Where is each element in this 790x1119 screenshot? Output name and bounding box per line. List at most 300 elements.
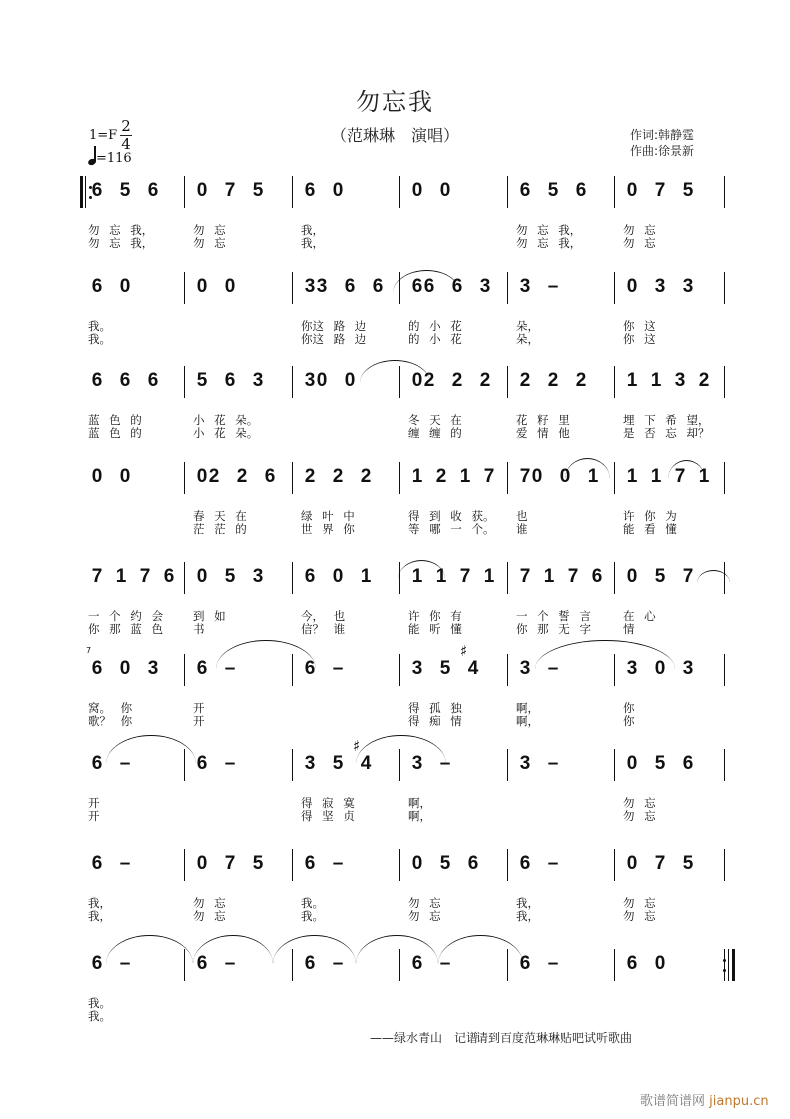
bar-line: [614, 562, 615, 594]
lyric-verse-2: 我。: [88, 1009, 111, 1023]
bar-line: [507, 749, 508, 781]
bar-line: [614, 366, 615, 398]
note: 3: [654, 276, 666, 297]
note: 3: [411, 658, 423, 679]
bar-line: [292, 749, 293, 781]
note: 1: [360, 566, 372, 587]
note: 1: [435, 566, 447, 587]
lyric-verse-1: 蓝 色 的: [88, 413, 142, 427]
lyric-verse-2: 爱 情 他: [516, 426, 570, 440]
lyric-verse-2: 谁: [516, 522, 528, 536]
note: 3: [626, 658, 638, 679]
bar-line: [724, 366, 725, 398]
note: 6: [411, 953, 423, 974]
lyric-verse-1: 勿 忘: [408, 896, 441, 910]
score-line: [80, 172, 740, 267]
dash-extension: –: [547, 953, 559, 974]
repeat-start-bar: [80, 176, 83, 208]
lyric-verse-1: 在 心: [623, 609, 656, 623]
lyric-verse-1: 一 个 誓 言: [516, 609, 591, 623]
note: 5: [224, 566, 236, 587]
dash-extension: –: [224, 658, 236, 679]
bar-line: [184, 462, 185, 494]
note: 3: [519, 658, 531, 679]
dash-extension: –: [332, 853, 344, 874]
lyric-verse-2: 你这 路 边: [301, 332, 367, 346]
time-signature-top: 2: [121, 117, 131, 135]
lyric-verse-2: 的 小 花: [408, 332, 462, 346]
note: 3: [519, 276, 531, 297]
note: 2: [208, 466, 220, 487]
transcriber-credit: ——绿水青山 记谱: [370, 1031, 479, 1045]
note: 5: [682, 180, 694, 201]
time-signature-bottom: 4: [121, 135, 131, 153]
note: 5: [439, 658, 451, 679]
note: 1: [626, 370, 638, 391]
lyric-verse-2: 勿 忘: [623, 809, 656, 823]
note: 1: [650, 370, 662, 391]
note: 6: [304, 853, 316, 874]
bar-line: [507, 366, 508, 398]
note: 4: [360, 753, 372, 774]
note: 6: [147, 370, 159, 391]
note: 0: [626, 753, 638, 774]
note: 5: [332, 753, 344, 774]
bar-line: [507, 654, 508, 686]
lyric-verse-1: 你: [623, 701, 635, 715]
note: 6: [91, 276, 103, 297]
credits: [630, 127, 694, 159]
note: 6: [519, 180, 531, 201]
note: 6: [91, 180, 103, 201]
note: 5: [682, 853, 694, 874]
dash-extension: –: [224, 753, 236, 774]
note: 0: [91, 466, 103, 487]
lyric-verse-2: 茫 茫 的: [193, 522, 247, 536]
note: 0: [119, 658, 131, 679]
note: 0: [439, 180, 451, 201]
bar-line: [184, 654, 185, 686]
note: 6: [372, 276, 384, 297]
lyric-verse-2: 开: [193, 714, 205, 728]
lyric-verse-2: 缠 缠 的: [408, 426, 462, 440]
note: 0: [654, 953, 666, 974]
note: 6: [682, 753, 694, 774]
lyric-verse-2: 你: [623, 714, 635, 728]
lyric-verse-2: 勿 忘: [623, 909, 656, 923]
bar-line: [184, 849, 185, 881]
lyric-verse-1: 你 这: [623, 319, 656, 333]
note: 3: [674, 370, 686, 391]
lyric-verse-1: 我。: [88, 319, 111, 333]
lyric-verse-2: 我。: [301, 909, 324, 923]
grace-note: 7: [86, 646, 92, 655]
lyric-verse-2: 勿 忘 我，: [516, 236, 582, 250]
note: 6: [91, 658, 103, 679]
lyric-verse-2: 是 否 忘 却？: [623, 426, 710, 440]
watermark: [640, 1090, 769, 1109]
note: 6: [575, 180, 587, 201]
bar-line: [724, 176, 725, 208]
dash-extension: –: [547, 853, 559, 874]
tempo-value: =116: [96, 151, 132, 166]
bar-line: [292, 176, 293, 208]
lyricist: 作词:韩静霆: [630, 128, 695, 142]
note: 6: [304, 953, 316, 974]
lyric-verse-1: 勿 忘: [623, 223, 656, 237]
watermark-en: jianpu.cn: [709, 1094, 769, 1109]
note: 2: [519, 370, 531, 391]
bar-line: [292, 272, 293, 304]
bar-line: [724, 849, 725, 881]
lyric-verse-1: 到 如: [193, 609, 226, 623]
lyric-verse-1: 绿 叶 中: [301, 509, 355, 523]
repeat-end-bar: [732, 949, 735, 981]
note: 0: [196, 466, 208, 487]
note: 0: [332, 180, 344, 201]
bar-line: [724, 462, 725, 494]
note: 6: [411, 276, 423, 297]
repeat-dot: [89, 196, 92, 199]
note: 3: [682, 276, 694, 297]
note: 0: [411, 853, 423, 874]
lyric-verse-1: 窝。 你: [88, 701, 133, 715]
note: 6: [304, 180, 316, 201]
bar-line: [507, 272, 508, 304]
repeat-start-thin-bar: [85, 176, 86, 208]
note: 0: [559, 466, 571, 487]
lyric-verse-1: 许 你 有: [408, 609, 462, 623]
lyric-verse-1: 啊，: [516, 701, 539, 715]
lyric-verse-1: 勿 忘 我，: [516, 223, 582, 237]
dash-extension: –: [547, 658, 559, 679]
quarter-note-icon: [88, 146, 96, 166]
lyric-verse-1: 你这 路 边: [301, 319, 367, 333]
note: 2: [236, 466, 248, 487]
note: 6: [119, 370, 131, 391]
lyric-verse-1: 勿 忘 我，: [88, 223, 154, 237]
lyric-verse-1: 一 个 约 会: [88, 609, 163, 623]
note: 7: [459, 566, 471, 587]
repeat-dot: [723, 959, 726, 962]
note: 6: [467, 853, 479, 874]
lyric-verse-1: 我，: [88, 896, 111, 910]
lyric-verse-1: 得 寂 寞: [301, 796, 355, 810]
lyric-verse-2: 我，: [88, 909, 111, 923]
note: 5: [547, 180, 559, 201]
bar-line: [507, 562, 508, 594]
lyric-verse-2: 信？ 谁: [301, 622, 346, 636]
bar-line: [399, 654, 400, 686]
note: 0: [196, 566, 208, 587]
lyric-verse-1: 得 孤 独: [408, 701, 462, 715]
dash-extension: –: [547, 276, 559, 297]
note: 6: [626, 953, 638, 974]
note: 6: [264, 466, 276, 487]
note: 0: [196, 276, 208, 297]
note: 0: [344, 370, 356, 391]
performer-subtitle: （范琳琳 演唱）: [330, 126, 459, 145]
lyric-verse-2: 勿 忘: [623, 236, 656, 250]
lyric-verse-2: 等 哪 一 个。: [408, 522, 495, 536]
note: 3: [252, 566, 264, 587]
bar-line: [184, 366, 185, 398]
note: 2: [435, 466, 447, 487]
note: 0: [196, 180, 208, 201]
note: 0: [531, 466, 543, 487]
dash-extension: –: [547, 753, 559, 774]
lyric-verse-1: 勿 忘: [623, 896, 656, 910]
lyric-verse-2: 情: [623, 622, 635, 636]
note: 0: [411, 370, 423, 391]
repeat-dot: [89, 186, 92, 189]
note: 0: [119, 466, 131, 487]
bar-line: [292, 462, 293, 494]
bar-line: [614, 462, 615, 494]
lyric-verse-2: 勿 忘: [193, 909, 226, 923]
lyric-verse-2: 我。: [88, 332, 111, 346]
note: 3: [479, 276, 491, 297]
note: 7: [654, 853, 666, 874]
sharp-icon: ♯: [353, 737, 361, 755]
lyric-verse-1: 开: [88, 796, 100, 810]
note: 7: [654, 180, 666, 201]
note: 6: [519, 953, 531, 974]
note: 0: [654, 658, 666, 679]
note: 5: [654, 566, 666, 587]
lyric-verse-1: 今， 也: [301, 609, 346, 623]
note: 3: [316, 276, 328, 297]
note: 1: [411, 566, 423, 587]
lyric-verse-2: 能 听 懂: [408, 622, 462, 636]
lyric-verse-1: 我。: [301, 896, 324, 910]
bar-line: [184, 176, 185, 208]
note: 3: [304, 276, 316, 297]
bar-line: [399, 176, 400, 208]
dash-extension: –: [332, 658, 344, 679]
lyric-verse-1: 埋 下 希 望，: [623, 413, 710, 427]
lyric-verse-1: 开: [193, 701, 205, 715]
lyric-verse-2: 能 看 懂: [623, 522, 677, 536]
note: 2: [479, 370, 491, 391]
listen-note: 请到百度范琳琳贴吧试听歌曲: [476, 1031, 633, 1045]
note: 2: [575, 370, 587, 391]
note: 3: [682, 658, 694, 679]
dash-extension: –: [332, 953, 344, 974]
song-title: 勿忘我: [356, 88, 434, 116]
note: 2: [698, 370, 710, 391]
lyric-verse-2: 书: [193, 622, 205, 636]
note: 4: [467, 658, 479, 679]
note: 6: [451, 276, 463, 297]
note: 6: [224, 370, 236, 391]
lyric-verse-2: 我，: [301, 236, 324, 250]
lyric-verse-2: 得 坚 贞: [301, 809, 355, 823]
note: 0: [411, 180, 423, 201]
note: 5: [252, 853, 264, 874]
note: 0: [316, 370, 328, 391]
note: 6: [91, 953, 103, 974]
note: 0: [196, 853, 208, 874]
key-signature: 1=F: [89, 128, 118, 143]
note: 6: [591, 566, 603, 587]
note: 1: [650, 466, 662, 487]
lyric-verse-1: 小 花 朵。: [193, 413, 259, 427]
note: 0: [626, 853, 638, 874]
note: 7: [519, 566, 531, 587]
note: 1: [459, 466, 471, 487]
bar-line: [614, 849, 615, 881]
note: 5: [654, 753, 666, 774]
note: 6: [196, 953, 208, 974]
note: 6: [91, 370, 103, 391]
lyric-verse-1: 的 小 花: [408, 319, 462, 333]
lyric-verse-2: 啊，: [408, 809, 431, 823]
tempo-marking: [88, 146, 132, 166]
bar-line: [292, 562, 293, 594]
lyric-verse-1: 许 你 为: [623, 509, 677, 523]
lyric-verse-1: 花 籽 里: [516, 413, 570, 427]
lyric-verse-2: 世 界 你: [301, 522, 355, 536]
lyric-verse-1: 春 天 在: [193, 509, 247, 523]
lyric-verse-1: 勿 忘: [193, 223, 226, 237]
bar-line: [507, 176, 508, 208]
lyric-verse-2: 你 那 蓝 色: [88, 622, 163, 636]
dash-extension: –: [439, 953, 451, 974]
note: 3: [519, 753, 531, 774]
lyric-verse-2: 歌？ 你: [88, 714, 133, 728]
note: 2: [360, 466, 372, 487]
dash-extension: –: [119, 953, 131, 974]
lyric-verse-2: 你 这: [623, 332, 656, 346]
lyric-verse-2: 你 那 无 字: [516, 622, 591, 636]
bar-line: [614, 749, 615, 781]
note: 7: [139, 566, 151, 587]
bar-line: [292, 849, 293, 881]
bar-line: [724, 749, 725, 781]
lyric-verse-2: 开: [88, 809, 100, 823]
note: 3: [252, 370, 264, 391]
lyric-verse-1: 勿 忘: [623, 796, 656, 810]
lyric-verse-2: 得 痴 情: [408, 714, 462, 728]
lyric-verse-1: 朵，: [516, 319, 539, 333]
note: 6: [344, 276, 356, 297]
bar-line: [507, 462, 508, 494]
bar-line: [614, 949, 615, 981]
lyric-verse-2: 蓝 色 的: [88, 426, 142, 440]
note: 7: [91, 566, 103, 587]
note: 6: [147, 180, 159, 201]
note: 0: [626, 566, 638, 587]
dash-extension: –: [119, 753, 131, 774]
note: 6: [304, 658, 316, 679]
note: 7: [519, 466, 531, 487]
note: 6: [91, 753, 103, 774]
note: 6: [196, 753, 208, 774]
dash-extension: –: [224, 953, 236, 974]
bar-line: [724, 272, 725, 304]
lyric-verse-1: 也: [516, 509, 528, 523]
note: 1: [543, 566, 555, 587]
lyric-verse-2: 勿 忘 我，: [88, 236, 154, 250]
note: 6: [196, 658, 208, 679]
note: 1: [698, 466, 710, 487]
note: 5: [196, 370, 208, 391]
note: 7: [674, 466, 686, 487]
bar-line: [399, 462, 400, 494]
dash-extension: –: [119, 853, 131, 874]
note: 7: [224, 853, 236, 874]
note: 7: [567, 566, 579, 587]
note: 6: [519, 853, 531, 874]
watermark-cn: 歌谱简谱网: [640, 1094, 706, 1109]
lyric-verse-1: 我，: [516, 896, 539, 910]
note: 3: [147, 658, 159, 679]
bar-line: [507, 849, 508, 881]
note: 0: [224, 276, 236, 297]
lyric-verse-1: 我，: [301, 223, 324, 237]
lyric-verse-2: 我，: [516, 909, 539, 923]
note: 2: [304, 466, 316, 487]
note: 3: [304, 753, 316, 774]
note: 2: [547, 370, 559, 391]
note: 0: [626, 180, 638, 201]
lyric-verse-2: 朵，: [516, 332, 539, 346]
bar-line: [399, 849, 400, 881]
note: 6: [163, 566, 175, 587]
repeat-dot: [723, 969, 726, 972]
note: 5: [252, 180, 264, 201]
note: 1: [626, 466, 638, 487]
note: 5: [439, 853, 451, 874]
lyric-verse-2: 啊，: [516, 714, 539, 728]
score-line: [80, 845, 740, 940]
repeat-end-thin-bar: [728, 949, 729, 981]
note: 0: [332, 566, 344, 587]
note: 7: [682, 566, 694, 587]
note: 1: [115, 566, 127, 587]
note: 6: [91, 853, 103, 874]
note: 0: [626, 276, 638, 297]
bar-line: [614, 272, 615, 304]
lyric-verse-2: 勿 忘: [408, 909, 441, 923]
note: 2: [423, 370, 435, 391]
note: 3: [304, 370, 316, 391]
lyric-verse-1: 我。: [88, 996, 111, 1010]
lyric-verse-2: 小 花 朵。: [193, 426, 259, 440]
sharp-icon: ♯: [460, 642, 468, 660]
note: 2: [451, 370, 463, 391]
note: 3: [411, 753, 423, 774]
bar-line: [614, 176, 615, 208]
bar-line: [184, 272, 185, 304]
note: 1: [483, 566, 495, 587]
note: 0: [119, 276, 131, 297]
note: 6: [423, 276, 435, 297]
note: 7: [224, 180, 236, 201]
score-line: [80, 458, 740, 553]
note: 6: [304, 566, 316, 587]
lyric-verse-1: 冬 天 在: [408, 413, 462, 427]
lyric-verse-1: 啊，: [408, 796, 431, 810]
bar-line: [724, 654, 725, 686]
lyric-verse-1: 勿 忘: [193, 896, 226, 910]
note: 1: [587, 466, 599, 487]
note: 7: [483, 466, 495, 487]
lyric-verse-2: 勿 忘: [193, 236, 226, 250]
note: 2: [332, 466, 344, 487]
note: 1: [411, 466, 423, 487]
